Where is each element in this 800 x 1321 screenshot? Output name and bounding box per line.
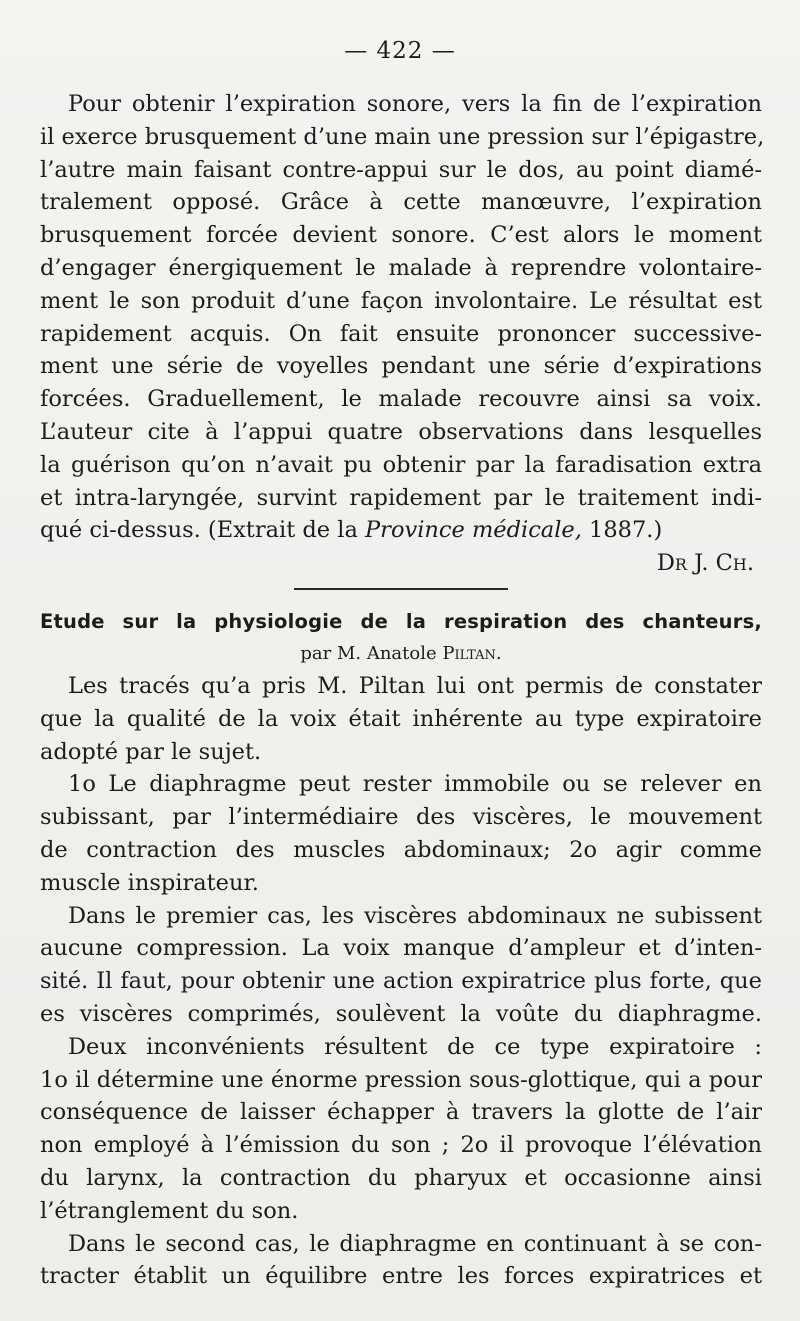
- article-2-paragraph: [40, 1031, 762, 1228]
- byline-author: Piltan.: [442, 642, 502, 664]
- text-line: l’autre main faisant contre-appui sur le dos, au point diamé-: [40, 156, 762, 183]
- text-line: L’auteur cite à l’appui quatre observations dans lesquelles: [40, 418, 762, 445]
- text-line: tracter établit un équilibre entre les forces expiratrices et: [40, 1263, 762, 1290]
- text-line: et intra-laryngée, survint rapidement par le traitement indi-: [40, 484, 762, 511]
- text-line: rapidement acquis. On fait ensuite prononcer successive-: [40, 320, 762, 347]
- article-2-paragraph: [40, 900, 762, 1031]
- text-line: Dans le premier cas, les viscères abdominaux ne subissent: [68, 902, 762, 929]
- text-line: tralement opposé. Grâce à cette manœuvre, l’expiration: [40, 189, 762, 216]
- text-line: non employé à l’émission du son ; 2o il provoque l’élévation: [40, 1132, 762, 1159]
- text-line: adopté par le sujet.: [40, 738, 262, 765]
- page-number: — 422 —: [344, 38, 456, 64]
- text-line: 1o Le diaphragme peut rester immobile ou se relever en: [68, 771, 762, 798]
- text-line: d’engager énergiquement le malade à reprendre volontaire-: [40, 254, 762, 281]
- article-1-paragraph: [40, 88, 765, 580]
- text-line: Deux inconvénients résultent de ce type expiratoire :: [68, 1033, 762, 1060]
- text-line: Les tracés qu’a pris M. Piltan lui ont permis de constater: [68, 672, 762, 699]
- citation-journal: Province médicale,: [365, 517, 582, 544]
- text-line: muscle inspirateur.: [40, 869, 259, 896]
- citation-suffix: 1887.): [581, 517, 663, 544]
- article-2-title: Etude sur la physiologie de la respiration des chanteurs,: [40, 609, 762, 633]
- text-line: aucune compression. La voix manque d’ampleur et d’inten-: [40, 935, 762, 962]
- text-line: forcées. Graduellement, le malade recouvre ainsi sa voix.: [40, 386, 762, 413]
- article-2-byline: [40, 638, 762, 670]
- text-line: 1o il détermine une énorme pression sous-glottique, qui a pour: [40, 1066, 762, 1093]
- text-line: la guérison qu’on n’avait pu obtenir par la faradisation extra: [40, 451, 762, 478]
- article-2-paragraph: [40, 670, 762, 768]
- text-line: il exerce brusquement d’une main une pression sur l’épigastre,: [40, 123, 765, 150]
- text-line: Pour obtenir l’expiration sonore, vers la fin de l’expiration: [68, 91, 762, 117]
- body-text: [40, 88, 765, 1293]
- text-line: de contraction des muscles abdominaux; 2o agir comme: [40, 836, 762, 863]
- section-divider: [40, 580, 762, 606]
- text-line: es viscères comprimés, soulèvent la voûte du diaphragme.: [40, 1000, 762, 1027]
- text-line: Dans le second cas, le diaphragme en continuant à se con-: [68, 1230, 762, 1257]
- citation-prefix: qué ci-dessus. (Extrait de la: [40, 517, 366, 544]
- text-line: ment une série de voyelles pendant une série d’expirations: [40, 353, 762, 380]
- text-line: du larynx, la contraction du pharyux et occasionne ainsi: [40, 1164, 762, 1191]
- text-line: brusquement forcée devient sonore. C’est alors le moment: [40, 222, 762, 249]
- author-signature: Dr J. Ch.: [656, 550, 754, 577]
- byline-prefix: par M. Anatole: [300, 642, 443, 664]
- text-line: subissant, par l’intermédiaire des viscères, le mouvement: [40, 804, 762, 831]
- text-line: sité. Il faut, pour obtenir une action expiratrice plus forte, que: [40, 968, 762, 995]
- text-line: ment le son produit d’une façon involontaire. Le résultat est: [40, 287, 762, 314]
- text-line: que la qualité de la voix était inhérente au type expiratoire: [40, 705, 762, 732]
- article-2-paragraph: [40, 1228, 762, 1294]
- text-line: [40, 514, 762, 547]
- text-line: conséquence de laisser échapper à travers la glotte de l’air: [40, 1099, 762, 1126]
- text-line: l’étranglement du son.: [40, 1197, 299, 1224]
- article-2-paragraph: [40, 768, 762, 899]
